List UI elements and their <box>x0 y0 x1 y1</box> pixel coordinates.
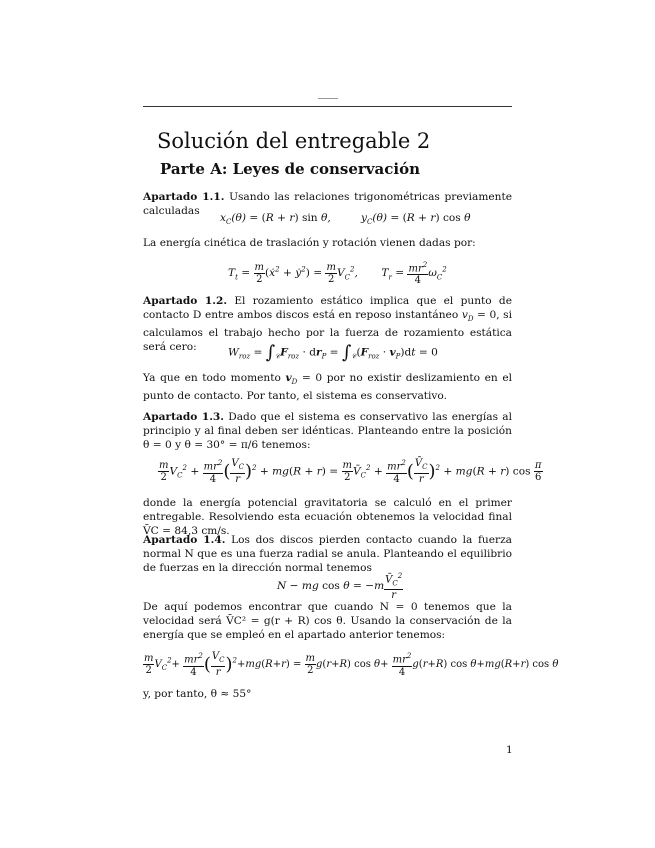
paragraph-1-4c: y, por tanto, θ ≈ 55° <box>143 688 252 700</box>
paragraph-1-4 <box>143 533 512 575</box>
paragraph-1-4b: De aquí podemos encontrar que cuando N = 0 tenemos que la velocidad será V̄C² = g(r + R) cos θ. Usando la conservación de la energía que se empleó en el apartado anterior tenemos: <box>143 601 512 641</box>
text-1-4: Los dos discos pierden contacto cuando la fuerza normal N que es una fuerza radial se anula. Planteando el equilibrio de fuerzas en la dirección normal tenemos <box>143 534 512 574</box>
page-number: 1 <box>506 744 513 756</box>
paragraph-1-3b: donde la energía potencial gravitatoria se calculó en el primer entregable. Resolviendo esta ecuación obtenemos la velocidad final V̄C = 84,3 cm/s. <box>143 497 512 537</box>
paragraph-1-3 <box>143 410 512 452</box>
page-title: Solución del entregable 2 <box>157 129 431 153</box>
text-1-2a: El rozamiento estático implica que el punto de contacto D entre ambos discos está en reposo instantáneo <box>143 295 512 321</box>
equation-kinetic: $T_t$ = $\frac{m}{2}$ (ẋ$^2$ + ẏ$^2$) = $\frac{m}{2}$ $V_C^2$, $T_r$ = $\frac{mr^2}{4}$ $\omega_C^2$ <box>228 261 447 287</box>
header-rule <box>143 106 512 107</box>
header-mark <box>318 98 338 99</box>
label-1-4: Apartado 1.4. <box>143 534 226 546</box>
text-1-3: Dado que el sistema es conservativo las energías al principio y al final deben ser idénticas. Planteando entre la posición θ = 0 y θ = 30° = π/6 tenemos: <box>143 411 512 451</box>
equation-work: $W_{roz} = \int_𝒞F_{roz} \cdot dr_P = \int_𝒞(F_{roz} \cdot v_P)dt = 0$ <box>228 342 438 363</box>
label-1-3: Apartado 1.3. <box>143 411 224 423</box>
equation-normal: N − mg cos θ = −m $\frac{V̄_C^2}{r}$ <box>277 572 403 602</box>
section-title: Parte A: Leyes de conservación <box>160 160 420 178</box>
text-1-2c: Ya que en todo momento <box>143 372 281 384</box>
text-1-1: Usando las relaciones trigonométricas previamente calculadas <box>143 191 512 217</box>
paragraph-1-2: Apartado 1.2. El rozamiento estático implica que el punto de contacto D entre ambos discos está en reposo instantáneo $v_D = 0$, si calculamos el trabajo hecho por la fuerza de rozamiento estática será cero: <box>143 295 513 354</box>
equation-contact: $\frac{m}{2}$ $V_C^2+$ $\frac{mr^2}{4}$ ( $\frac{V_C}{r}$ )$^2$+mg(R+r) = $\frac{m}{2}$ g(r+R) cos θ+ $\frac{mr^2}{4}$ g(r+R) cos θ+mg(R+r) cos θ <box>144 651 559 678</box>
text-1-2d: por no existir deslizamiento en el punto de contacto. Por tanto, el sistema es conservativo. <box>143 372 512 403</box>
label-1-1: Apartado 1.1. <box>143 191 225 203</box>
equation-position: $x_C(\theta) = (R + r)$ sin θ, $y_C(\theta) = (R + r)$ cos θ <box>220 212 471 227</box>
paragraph-1-1b: La energía cinética de traslación y rotación vienen dadas por: <box>143 237 476 249</box>
label-1-2: Apartado 1.2. <box>143 295 228 307</box>
equation-energy: $\frac{m}{2}$ $V_C^2$ + $\frac{mr^2}{4}$ ( $\frac{V_C}{r}$ )$^2$ + mg(R + r) = $\frac{m}{2}$ $V̄_C^2$ + $\frac{mr^2}{4}$ ( $\frac{V̄_C}{r}$ )$^2$ + mg(R + r) cos $\frac{\pi}{6}$ <box>159 458 542 485</box>
paragraph-1-2b: Ya que en todo momento $v_D = 0$ por no existir deslizamiento en el punto de contacto. Por tanto, el sistema es conservativo. <box>143 372 512 403</box>
text-1-2b: , si calculamos el trabajo hecho por la fuerza de rozamiento estática será cero: <box>143 309 513 354</box>
